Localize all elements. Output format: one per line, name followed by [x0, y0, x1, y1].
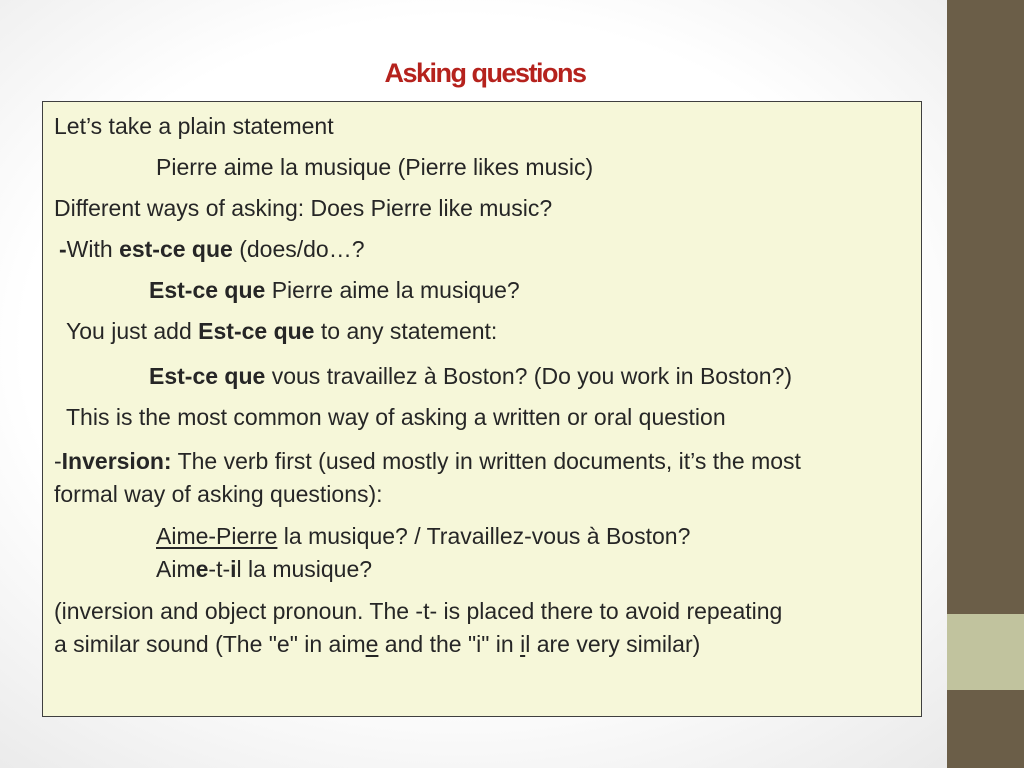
line-example-est-ce-que [149, 277, 520, 305]
text: vous travaillez à Boston? (Do you work in Boston?) [265, 363, 793, 389]
line-plain-statement: Let’s take a plain statement [54, 113, 334, 139]
text: (does/do…? [232, 236, 365, 262]
line-example-aime-t-il [156, 556, 372, 584]
text: l are very similar) [525, 631, 701, 657]
line-most-common: This is the most common way of asking a written or oral question [66, 404, 726, 430]
text: You just add [66, 318, 199, 344]
keyword: Est-ce que [149, 277, 266, 303]
line-similar-sound [54, 631, 700, 659]
underlined-letter: i [520, 631, 526, 657]
text: Aim [156, 556, 196, 582]
content-box [42, 101, 922, 717]
dash: - [54, 448, 62, 474]
line-different-ways: Different ways of asking: Does Pierre like music? [54, 195, 553, 221]
text: Pierre aime la musique? [265, 277, 520, 303]
line-just-add [66, 318, 497, 346]
text: -t- [208, 556, 231, 582]
text: la musique? / Travaillez-vous à Boston? [277, 523, 691, 549]
line-example-statement: Pierre aime la musique (Pierre likes music) [156, 154, 594, 180]
keyword: Inversion: [61, 448, 172, 474]
keyword: Est-ce que [149, 363, 266, 389]
line-inversion [54, 448, 801, 476]
slide-title: Asking questions [384, 58, 586, 88]
line-with-est-ce-que [59, 236, 365, 264]
bold-letter: i [230, 556, 237, 582]
text: l la musique? [236, 556, 373, 582]
bold-letter: e [195, 556, 209, 582]
line-formal-way: formal way of asking questions): [54, 481, 383, 507]
line-example-boston [149, 363, 792, 391]
text: and the "i" in [378, 631, 521, 657]
keyword: Est-ce que [198, 318, 315, 344]
dash: - [59, 236, 67, 262]
text: The verb first (used mostly in written documents, it’s the most [171, 448, 801, 474]
line-example-inversion [156, 523, 690, 551]
text: a similar sound (The "e" in aim [54, 631, 366, 657]
sidebar-band-decoration [947, 614, 1024, 690]
text: to any statement: [314, 318, 498, 344]
line-inversion-pronoun: (inversion and object pronoun. The -t- is placed there to avoid repeating [54, 598, 783, 624]
text: With [66, 236, 120, 262]
keyword: est-ce que [119, 236, 233, 262]
underlined-letter: e [365, 631, 379, 657]
underlined-text: Aime-Pierre [156, 523, 278, 549]
